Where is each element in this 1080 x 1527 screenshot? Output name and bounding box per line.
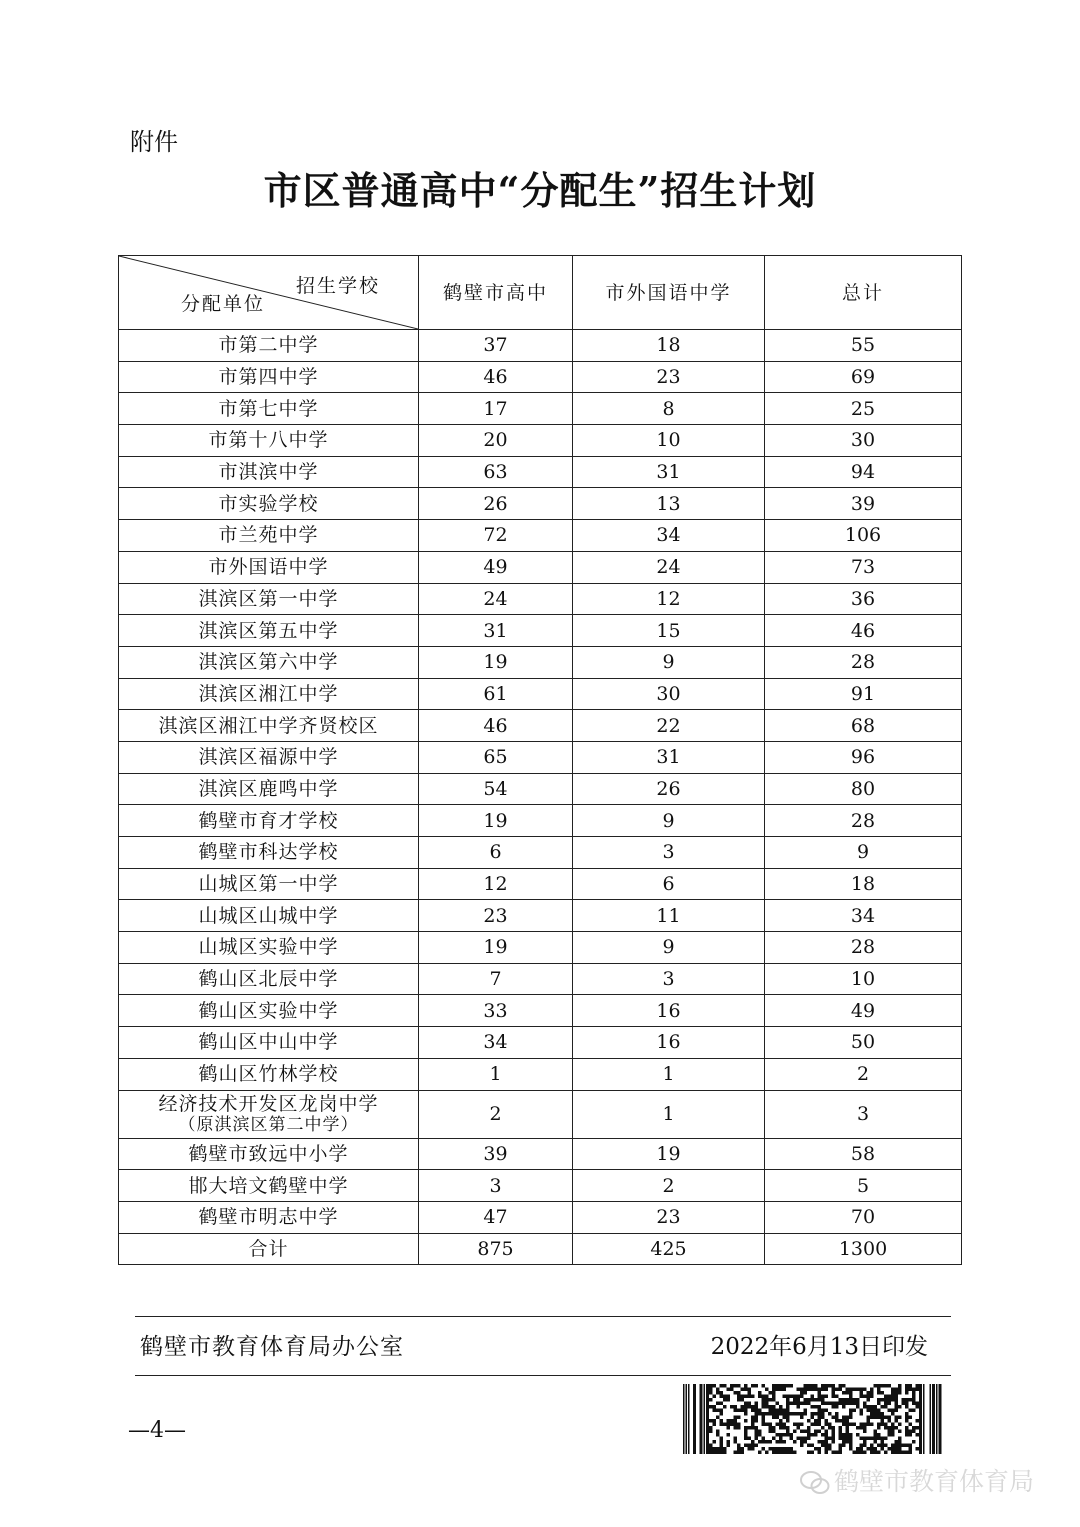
total-quota-cell: 3	[765, 1090, 962, 1138]
diagonal-header-cell	[119, 256, 419, 330]
total-quota-cell: 18	[765, 868, 962, 900]
enrollment-plan-table	[118, 255, 962, 1265]
table-row	[119, 361, 962, 393]
hebi-high-quota-cell: 19	[419, 932, 573, 964]
header-unit-label: 分配单位	[181, 293, 266, 315]
table-row	[119, 805, 962, 837]
school-name: 鹤山区北辰中学	[198, 968, 339, 991]
hebi-high-quota-cell: 63	[419, 456, 573, 488]
total-quota-cell: 1300	[765, 1233, 962, 1265]
school-name-cell	[119, 837, 419, 869]
table-row	[119, 615, 962, 647]
foreign-lang-quota-cell: 13	[573, 488, 765, 520]
total-quota-cell: 10	[765, 963, 962, 995]
school-name-cell	[119, 900, 419, 932]
issue-date: 2022年6月13日印发	[710, 1334, 928, 1360]
total-quota-cell: 46	[765, 615, 962, 647]
total-quota-cell: 28	[765, 932, 962, 964]
school-name: 鹤壁市育才学校	[198, 809, 339, 832]
table-header-row	[119, 256, 962, 330]
foreign-lang-quota-cell: 26	[573, 773, 765, 805]
hebi-high-quota-cell: 875	[419, 1233, 573, 1265]
total-quota-cell: 25	[765, 393, 962, 425]
school-name-cell	[119, 330, 419, 362]
school-name-cell	[119, 393, 419, 425]
header-school-label: 招生学校	[295, 275, 380, 297]
page-number: —4—	[128, 1418, 186, 1443]
hebi-high-quota-cell: 19	[419, 805, 573, 837]
hebi-high-quota-cell: 31	[419, 615, 573, 647]
school-name: 淇滨区湘江中学齐贤校区	[158, 714, 379, 737]
table-row	[119, 1058, 962, 1090]
foreign-lang-quota-cell: 16	[573, 995, 765, 1027]
hebi-high-quota-cell: 46	[419, 710, 573, 742]
foreign-lang-quota-cell: 9	[573, 805, 765, 837]
hebi-high-quota-cell: 20	[419, 425, 573, 457]
school-name: 山城区实验中学	[198, 936, 339, 959]
school-name-cell	[119, 678, 419, 710]
hebi-high-quota-cell: 2	[419, 1090, 573, 1138]
table-row	[119, 583, 962, 615]
total-quota-cell: 39	[765, 488, 962, 520]
hebi-high-quota-cell: 33	[419, 995, 573, 1027]
school-name: 市第二中学	[218, 334, 319, 357]
watermark-text: 鹤壁市教育体育局	[834, 1467, 1035, 1496]
total-quota-cell: 34	[765, 900, 962, 932]
school-name-cell	[119, 1027, 419, 1059]
table-row	[119, 1233, 962, 1265]
table-row	[119, 995, 962, 1027]
table-row	[119, 1201, 962, 1233]
school-name: 市兰苑中学	[218, 524, 319, 547]
column-header-total: 总计	[765, 256, 962, 330]
foreign-lang-quota-cell: 19	[573, 1138, 765, 1170]
total-quota-cell: 94	[765, 456, 962, 488]
school-name: 鹤山区中山中学	[198, 1031, 339, 1054]
watermark	[800, 1462, 1034, 1498]
foreign-lang-quota-cell: 34	[573, 520, 765, 552]
table-row	[119, 710, 962, 742]
school-name-cell	[119, 646, 419, 678]
table-row	[119, 932, 962, 964]
foreign-lang-quota-cell: 8	[573, 393, 765, 425]
school-name: 淇滨区湘江中学	[198, 682, 339, 705]
foreign-lang-quota-cell: 24	[573, 551, 765, 583]
document-title: 市区普通高中“分配生”招生计划	[263, 168, 817, 213]
table-row	[119, 868, 962, 900]
table-row	[119, 1170, 962, 1202]
attachment-label: 附件	[130, 128, 178, 156]
school-name-cell	[119, 615, 419, 647]
school-name: 山城区山城中学	[198, 904, 339, 927]
school-name-cell	[119, 963, 419, 995]
table-row	[119, 425, 962, 457]
school-name: 淇滨区第六中学	[198, 651, 339, 674]
foreign-lang-quota-cell: 425	[573, 1233, 765, 1265]
total-quota-cell: 5	[765, 1170, 962, 1202]
school-name: 市外国语中学	[208, 556, 329, 579]
table-row	[119, 393, 962, 425]
total-quota-cell: 70	[765, 1201, 962, 1233]
table-row	[119, 900, 962, 932]
total-quota-cell: 58	[765, 1138, 962, 1170]
foreign-lang-quota-cell: 1	[573, 1058, 765, 1090]
school-name-cell	[119, 425, 419, 457]
footer-top-rule	[135, 1316, 951, 1317]
school-name: 经济技术开发区龙岗中学	[158, 1092, 379, 1115]
table-row	[119, 646, 962, 678]
table-row	[119, 773, 962, 805]
school-name-cell	[119, 773, 419, 805]
school-name: 鹤壁市明志中学	[198, 1206, 339, 1229]
table-row	[119, 520, 962, 552]
school-name-cell	[119, 868, 419, 900]
foreign-lang-quota-cell: 10	[573, 425, 765, 457]
hebi-high-quota-cell: 7	[419, 963, 573, 995]
school-name-cell	[119, 1058, 419, 1090]
school-name: 市第十八中学	[208, 429, 329, 452]
school-name-cell	[119, 551, 419, 583]
foreign-lang-quota-cell: 18	[573, 330, 765, 362]
school-name: 淇滨区第五中学	[198, 619, 339, 642]
foreign-lang-quota-cell: 2	[573, 1170, 765, 1202]
total-quota-cell: 91	[765, 678, 962, 710]
total-quota-cell: 36	[765, 583, 962, 615]
table-row	[119, 963, 962, 995]
school-name-cell	[119, 932, 419, 964]
table-row	[119, 1027, 962, 1059]
school-name-cell	[119, 1170, 419, 1202]
total-quota-cell: 106	[765, 520, 962, 552]
school-name: 山城区第一中学	[198, 873, 339, 896]
school-name: 鹤壁市致远中小学	[188, 1142, 349, 1165]
total-quota-cell: 68	[765, 710, 962, 742]
table-row	[119, 456, 962, 488]
school-name-cell	[119, 741, 419, 773]
school-name: 鹤山区竹林学校	[198, 1063, 339, 1086]
foreign-lang-quota-cell: 22	[573, 710, 765, 742]
issuing-office: 鹤壁市教育体育局办公室	[140, 1334, 404, 1360]
hebi-high-quota-cell: 47	[419, 1201, 573, 1233]
hebi-high-quota-cell: 46	[419, 361, 573, 393]
school-name: 鹤山区实验中学	[198, 999, 339, 1022]
school-name: 邯大培文鹤壁中学	[188, 1174, 349, 1197]
total-quota-cell: 96	[765, 741, 962, 773]
foreign-lang-quota-cell: 9	[573, 932, 765, 964]
column-header-hebi-high: 鹤壁市高中	[419, 256, 573, 330]
hebi-high-quota-cell: 23	[419, 900, 573, 932]
hebi-high-quota-cell: 54	[419, 773, 573, 805]
hebi-high-quota-cell: 17	[419, 393, 573, 425]
hebi-high-quota-cell: 1	[419, 1058, 573, 1090]
total-quota-cell: 28	[765, 646, 962, 678]
wechat-icon	[800, 1470, 830, 1496]
hebi-high-quota-cell: 24	[419, 583, 573, 615]
hebi-high-quota-cell: 72	[419, 520, 573, 552]
foreign-lang-quota-cell: 3	[573, 963, 765, 995]
total-quota-cell: 30	[765, 425, 962, 457]
total-quota-cell: 50	[765, 1027, 962, 1059]
hebi-high-quota-cell: 19	[419, 646, 573, 678]
hebi-high-quota-cell: 6	[419, 837, 573, 869]
foreign-lang-quota-cell: 23	[573, 361, 765, 393]
school-name: 市第七中学	[218, 397, 319, 420]
total-quota-cell: 73	[765, 551, 962, 583]
school-name-cell	[119, 1090, 419, 1138]
foreign-lang-quota-cell: 15	[573, 615, 765, 647]
hebi-high-quota-cell: 37	[419, 330, 573, 362]
school-former-name: （原淇滨区第二中学）	[178, 1114, 359, 1135]
total-quota-cell: 9	[765, 837, 962, 869]
foreign-lang-quota-cell: 31	[573, 456, 765, 488]
hebi-high-quota-cell: 39	[419, 1138, 573, 1170]
school-name-cell	[119, 361, 419, 393]
table-row	[119, 837, 962, 869]
school-name-cell	[119, 1201, 419, 1233]
total-quota-cell: 49	[765, 995, 962, 1027]
foreign-lang-quota-cell: 9	[573, 646, 765, 678]
school-name: 鹤壁市科达学校	[198, 841, 339, 864]
footer-bottom-rule	[135, 1375, 951, 1376]
school-name-cell	[119, 456, 419, 488]
school-name: 市第四中学	[218, 366, 319, 389]
school-name-cell	[119, 520, 419, 552]
hebi-high-quota-cell: 12	[419, 868, 573, 900]
school-name-cell	[119, 995, 419, 1027]
foreign-lang-quota-cell: 23	[573, 1201, 765, 1233]
foreign-lang-quota-cell: 6	[573, 868, 765, 900]
table-row	[119, 1138, 962, 1170]
hebi-high-quota-cell: 61	[419, 678, 573, 710]
foreign-lang-quota-cell: 16	[573, 1027, 765, 1059]
total-quota-cell: 28	[765, 805, 962, 837]
table-row	[119, 551, 962, 583]
foreign-lang-quota-cell: 11	[573, 900, 765, 932]
foreign-lang-quota-cell: 30	[573, 678, 765, 710]
total-quota-cell: 2	[765, 1058, 962, 1090]
school-name-cell	[119, 710, 419, 742]
school-name: 合计	[248, 1237, 289, 1260]
foreign-lang-quota-cell: 31	[573, 741, 765, 773]
table-row	[119, 488, 962, 520]
hebi-high-quota-cell: 34	[419, 1027, 573, 1059]
barcode-image	[683, 1384, 943, 1454]
hebi-high-quota-cell: 26	[419, 488, 573, 520]
total-quota-cell: 80	[765, 773, 962, 805]
school-name-cell	[119, 1233, 419, 1265]
school-name: 淇滨区第一中学	[198, 587, 339, 610]
school-name: 淇滨区鹿鸣中学	[198, 777, 339, 800]
total-quota-cell: 55	[765, 330, 962, 362]
table-row	[119, 330, 962, 362]
school-name-cell	[119, 488, 419, 520]
school-name-cell	[119, 1138, 419, 1170]
column-header-foreign-lang: 市外国语中学	[573, 256, 765, 330]
school-name: 市淇滨中学	[218, 461, 319, 484]
table-row	[119, 1090, 962, 1138]
school-name: 淇滨区福源中学	[198, 746, 339, 769]
table-row	[119, 741, 962, 773]
hebi-high-quota-cell: 3	[419, 1170, 573, 1202]
foreign-lang-quota-cell: 12	[573, 583, 765, 615]
foreign-lang-quota-cell: 1	[573, 1090, 765, 1138]
total-quota-cell: 69	[765, 361, 962, 393]
school-name-cell	[119, 583, 419, 615]
table-row	[119, 678, 962, 710]
hebi-high-quota-cell: 65	[419, 741, 573, 773]
school-name-cell	[119, 805, 419, 837]
school-name: 市实验学校	[218, 492, 319, 515]
hebi-high-quota-cell: 49	[419, 551, 573, 583]
foreign-lang-quota-cell: 3	[573, 837, 765, 869]
